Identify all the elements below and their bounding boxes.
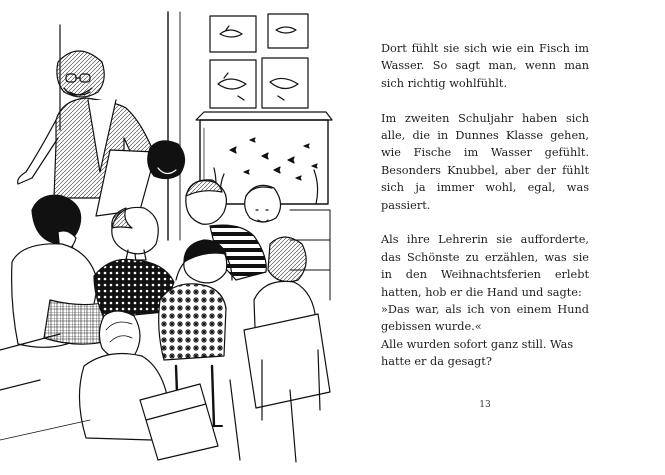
- paragraph-2: Im zweiten Schuljahr haben sich alle, die in Dunnes Klasse gehen, wie Fische im Wasser gefühlt. Besonders Knubbel, aber der fühlt sich ja immer wohl, egal, was passiert.: [381, 111, 589, 212]
- story-text: [381, 40, 589, 371]
- paragraph-3: Als ihre Lehrerin sie aufforderte, das Schönste zu erzählen, was sie in den Weihnachtsferien erlebt hatten, hob er die Hand und sagte:: [381, 233, 589, 299]
- paragraph-1: Dort fühlt sie sich wie ein Fisch im Wasser. So sagt man, wenn man sich richtig wohlfühlt.: [381, 42, 589, 90]
- paragraph-5: Alle wurden sofort ganz still. Was hatte er da gesagt?: [381, 337, 574, 369]
- page-number: 13: [479, 400, 491, 410]
- paragraph-quote: »Das war, als ich von einem Hund gebissen wurde.«: [381, 303, 589, 334]
